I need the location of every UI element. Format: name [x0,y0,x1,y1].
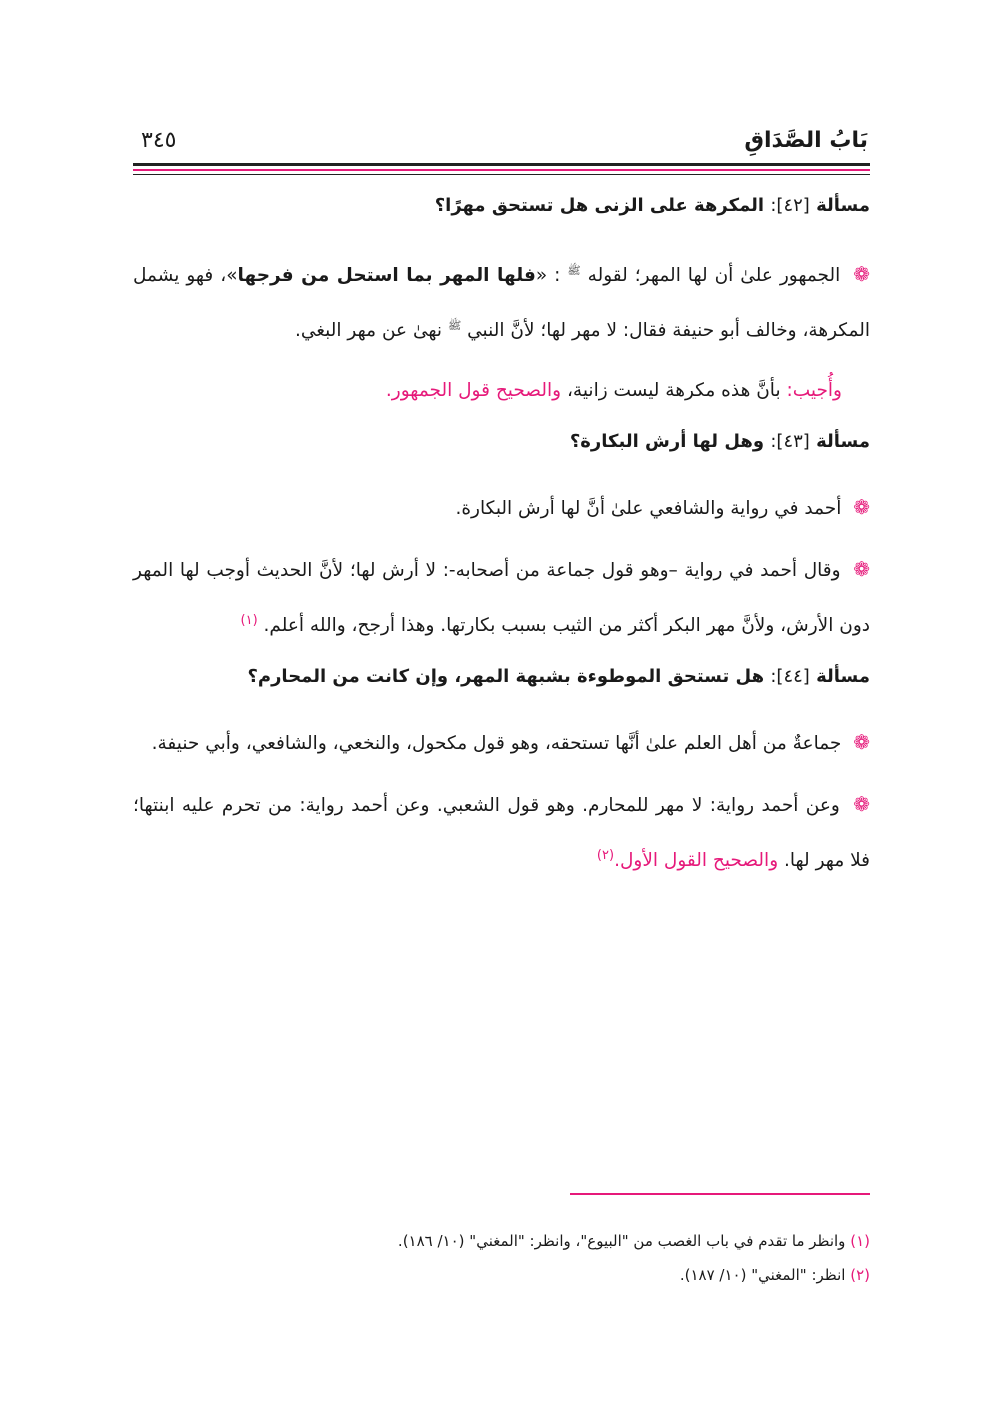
flower-ornament-icon: ❁ [853,495,870,520]
question-heading-44: مسألة [٤٤]: هل تستحق الموطوءة بشبهة المهر، وإن كانت من المحارم؟ [247,666,870,688]
hadith-quote: فلها المهر بما استحل من فرجها [237,265,536,287]
footnote: (١) وانظر ما تقدم في باب الغصب من "البيوع"، وانظر: "المغني" (١٠/ ١٨٦). [397,1232,870,1250]
footnote-ref[interactable]: (٢) [596,848,615,864]
paragraph: ❁ جماعةٌ من أهل العلم علىٰ أنَّها تستحقه، وهو قول مكحول، والنخعي، والشافعي، وأبي حنيفة. [151,730,870,755]
flower-ornament-icon: ❁ [853,262,871,287]
paragraph: ❁ وقال أحمد في رواية –وهو قول جماعة من أصحابه-: لا أرش لها؛ لأنَّ الحديث أوجب لها المهر دون الأرش، ولأنَّ مهر البكر أكثر من الثيب بسبب بكارتها. وهذا أرجح، والله أعلم. $^{(١)}$ [133,557,870,637]
footnote: (٢) انظر: "المغني" (١٠/ ١٨٧). [679,1266,870,1284]
footnote-ref[interactable]: (١) [240,613,258,629]
question-heading-42: مسألة [٤٢]: المكرهة على الزنى هل تستحق مهرًا؟ [434,195,870,216]
preferred-opinion: والصحيح القول الأول. [614,850,779,872]
header-rule-thin [133,174,870,175]
salawat-glyph: ﷺ [567,264,581,277]
flower-ornament-icon: ❁ [853,730,870,755]
book-page [133,0,870,1418]
preferred-opinion: والصحيح قول الجمهور. [385,380,562,402]
chapter-title: بَابُ الصَّدَاقِ [744,128,868,153]
flower-ornament-icon: ❁ [853,557,870,582]
footnotes [133,1224,870,1292]
main-text [133,190,870,897]
paragraph: ❁ الجمهور علىٰ أن لها المهر؛ لقوله $^ﷺ$ : «فلها المهر بما استحل من فرجها»، فهو يشمل المكرهة، وخالف أبو حنيفة فقال: لا مهر لها؛ لأنَّ النبي $^ﷺ$ نهىٰ عن مهر البغي. [133,262,871,342]
running-header [133,120,870,160]
salawat-glyph: ﷺ [447,319,462,333]
paragraph: ❁ وعن أحمد رواية: لا مهر للمحارم. وهو قول الشعبي. وعن أحمد رواية: من تحرم عليه ابنتها؛ فلا مهر لها. والصحيح القول الأول.$^{(٢)}$ [133,792,870,872]
footnote-separator [570,1193,870,1195]
answer-paragraph: وأُجيب: بأنَّ هذه مكرهة ليست زانية، والصحيح قول الجمهور. [385,380,842,402]
header-rule-thick [133,163,870,166]
paragraph: ❁ أحمد في رواية والشافعي علىٰ أنَّ لها أرش البكارة. [455,495,870,520]
header-rule-accent [133,169,870,171]
page-number: ٣٤٥ [141,128,177,153]
flower-ornament-icon: ❁ [853,792,870,817]
answer-label: وأُجيب: [786,380,842,402]
question-heading-43: مسألة [٤٣]: وهل لها أرش البكارة؟ [569,431,870,453]
